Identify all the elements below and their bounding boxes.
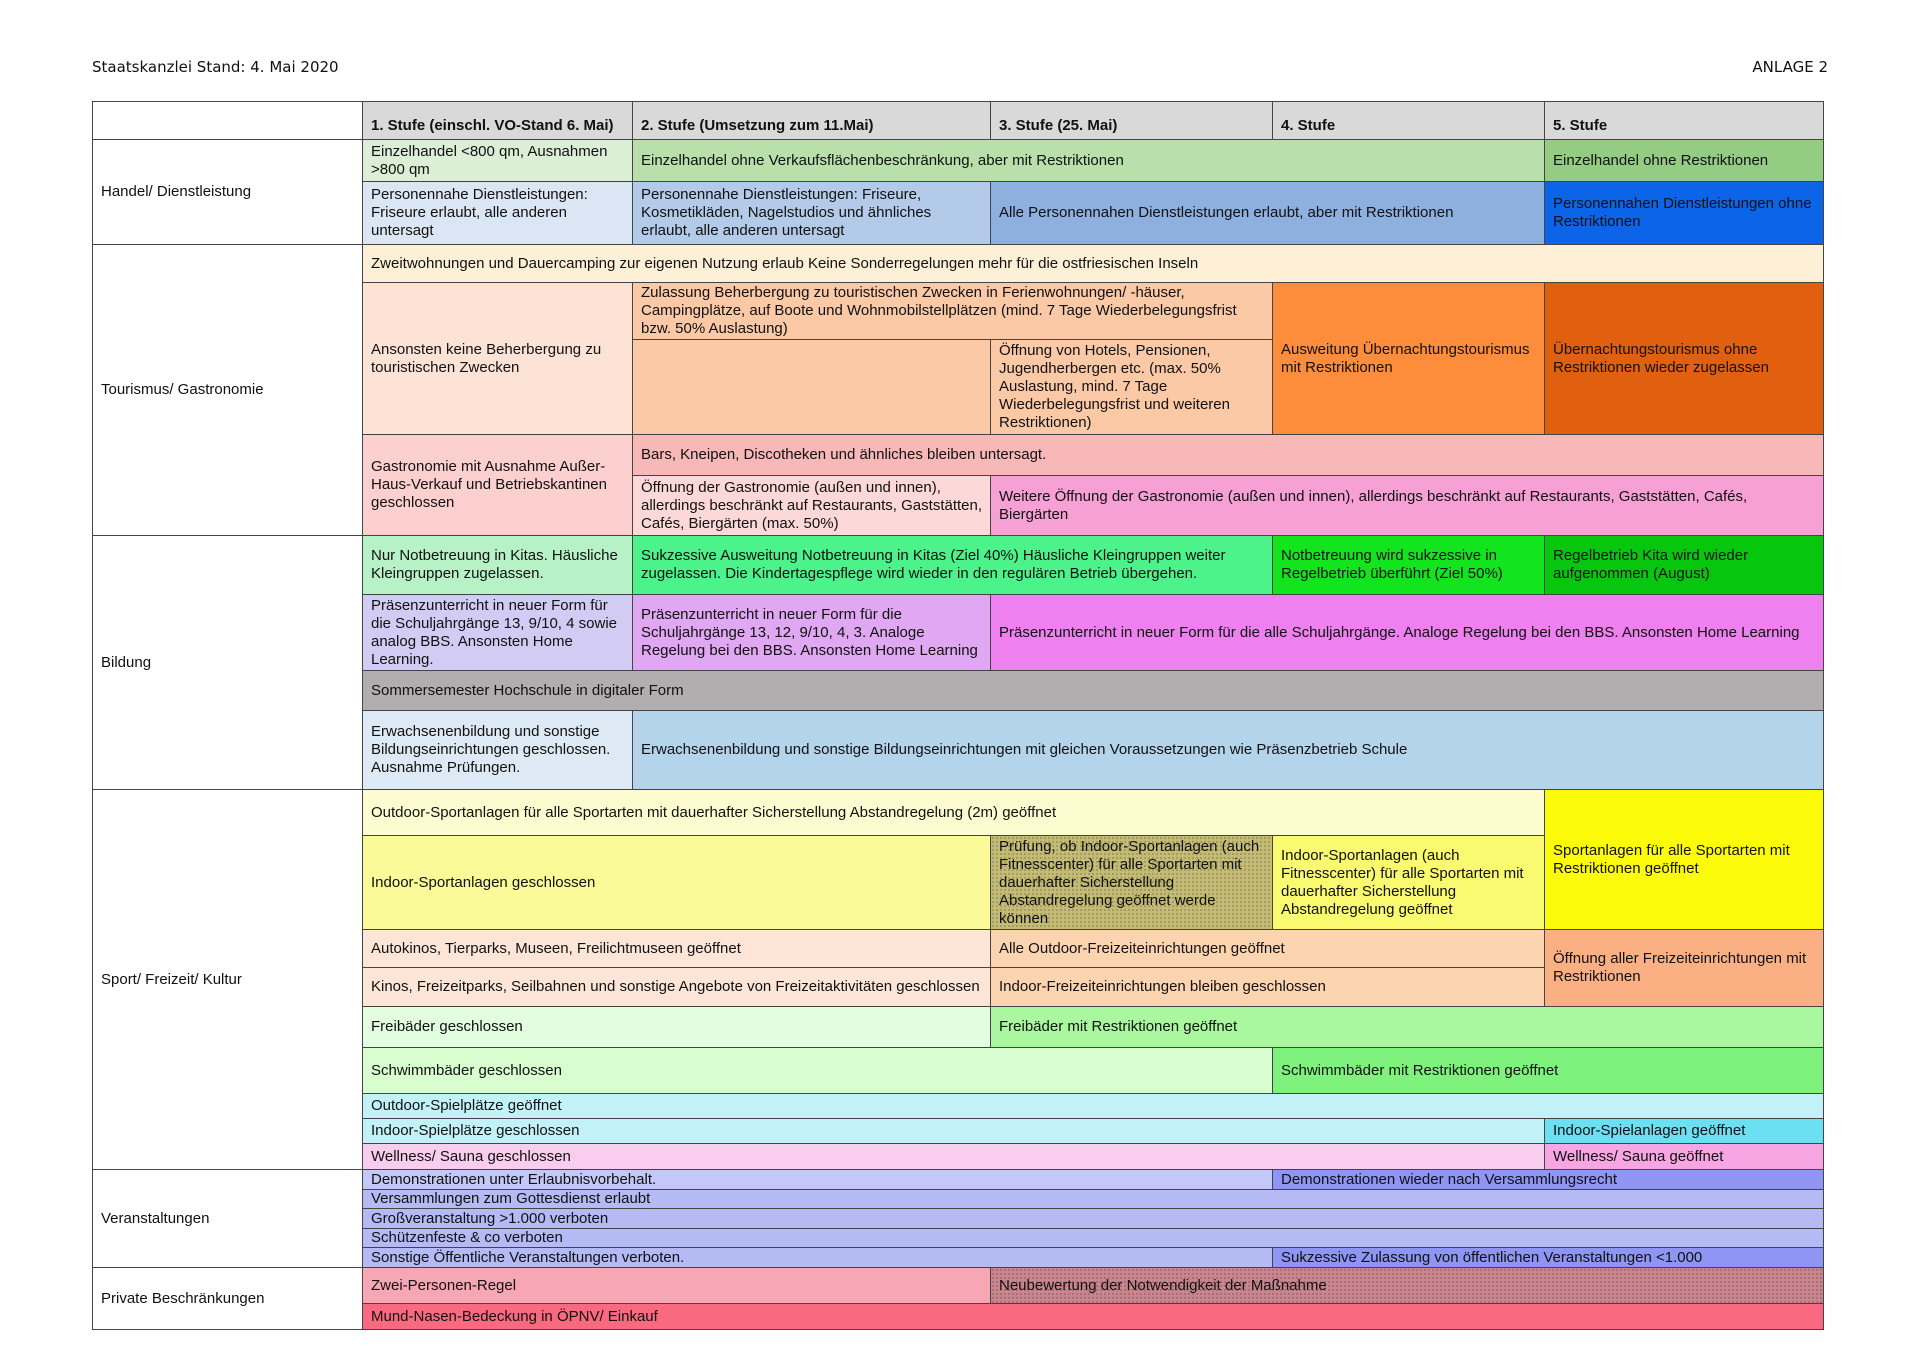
measure-cell: Präsenzunterricht in neuer Form für die Schuljahrgänge 13, 9/10, 4 sowie analog BBS. Ansonsten Home Learning. bbox=[362, 594, 633, 671]
stage-header-4: 4. Stufe bbox=[1272, 101, 1545, 140]
category-sport: Sport/ Freizeit/ Kultur bbox=[92, 789, 363, 1170]
measure-cell: Demonstrationen wieder nach Versammlungsrecht bbox=[1272, 1169, 1824, 1190]
measure-cell: Öffnung der Gastronomie (außen und innen), allerdings beschränkt auf Restaurants, Gaststätten, Cafés, Biergärten (max. 50%) bbox=[632, 475, 991, 536]
measure-cell: Zweitwohnungen und Dauercamping zur eigenen Nutzung erlaub Keine Sonderregelungen mehr für die ostfriesischen Inseln bbox=[362, 244, 1824, 283]
measure-cell: Outdoor-Spielplätze geöffnet bbox=[362, 1093, 1824, 1119]
measure-cell: Präsenzunterricht in neuer Form für die alle Schuljahrgänge. Analoge Regelung bei den BBS. Ansonsten Home Learning bbox=[990, 594, 1824, 671]
stage-header-1: 1. Stufe (einschl. VO-Stand 6. Mai) bbox=[362, 101, 633, 140]
measure-cell: Personennahe Dienstleistungen: Friseure, Kosmetikläden, Nagelstudios und ähnliches erlaubt, alle anderen untersagt bbox=[632, 181, 991, 245]
measure-cell: Alle Outdoor-Freizeiteinrichtungen geöffnet bbox=[990, 929, 1545, 968]
measure-cell: Ansonsten keine Beherbergung zu touristischen Zwecken bbox=[362, 282, 633, 435]
measure-cell: Sportanlagen für alle Sportarten mit Restriktionen geöffnet bbox=[1544, 789, 1824, 930]
measure-cell: Zwei-Personen-Regel bbox=[362, 1267, 991, 1304]
measure-cell: Übernachtungstourismus ohne Restriktionen wieder zugelassen bbox=[1544, 282, 1824, 435]
measure-cell: Nur Notbetreuung in Kitas. Häusliche Kleingruppen zugelassen. bbox=[362, 535, 633, 595]
measure-cell: Freibäder geschlossen bbox=[362, 1006, 991, 1048]
measure-cell: Präsenzunterricht in neuer Form für die Schuljahrgänge 13, 12, 9/10, 4, 3. Analoge Regelung bei den BBS. Ansonsten Home Learning bbox=[632, 594, 991, 671]
measure-cell: Wellness/ Sauna geschlossen bbox=[362, 1143, 1545, 1170]
measure-cell: Alle Personennahen Dienstleistungen erlaubt, aber mit Restriktionen bbox=[990, 181, 1545, 245]
measure-cell: Einzelhandel ohne Verkaufsflächenbeschränkung, aber mit Restriktionen bbox=[632, 139, 1545, 182]
measure-cell: Erwachsenenbildung und sonstige Bildungseinrichtungen geschlossen. Ausnahme Prüfungen. bbox=[362, 710, 633, 790]
stage-table bbox=[92, 101, 1824, 1329]
measure-cell bbox=[632, 339, 991, 435]
measure-cell: Gastronomie mit Ausnahme Außer-Haus-Verkauf und Betriebskantinen geschlossen bbox=[362, 434, 633, 536]
measure-cell: Personennahen Dienstleistungen ohne Restriktionen bbox=[1544, 181, 1824, 245]
category-bildung: Bildung bbox=[92, 535, 363, 790]
measure-cell: Indoor-Freizeiteinrichtungen bleiben geschlossen bbox=[990, 967, 1545, 1007]
measure-cell: Autokinos, Tierparks, Museen, Freilichtmuseen geöffnet bbox=[362, 929, 991, 968]
measure-cell: Mund-Nasen-Bedeckung in ÖPNV/ Einkauf bbox=[362, 1303, 1824, 1330]
measure-cell: Erwachsenenbildung und sonstige Bildungseinrichtungen mit gleichen Voraussetzungen wie Präsenzbetrieb Schule bbox=[632, 710, 1824, 790]
measure-cell: Wellness/ Sauna geöffnet bbox=[1544, 1143, 1824, 1170]
category-private: Private Beschränkungen bbox=[92, 1267, 363, 1330]
measure-cell: Notbetreuung wird sukzessive in Regelbetrieb überführt (Ziel 50%) bbox=[1272, 535, 1545, 595]
measure-cell: Zulassung Beherbergung zu touristischen Zwecken in Ferienwohnungen/ -häuser, Campingplätze, auf Boote und Wohnmobilstellplätzen (mind. 7 Tage Wiederbelegungsfrist bzw. 50% Auslastung) bbox=[632, 282, 1273, 340]
measure-cell: Indoor-Sportanlagen geschlossen bbox=[362, 835, 991, 930]
measure-cell: Regelbetrieb Kita wird wieder aufgenommen (August) bbox=[1544, 535, 1824, 595]
measure-cell: Indoor-Spielplätze geschlossen bbox=[362, 1118, 1545, 1144]
measure-cell: Bars, Kneipen, Discotheken und ähnliches bleiben untersagt. bbox=[632, 434, 1824, 476]
category-tourismus: Tourismus/ Gastronomie bbox=[92, 244, 363, 536]
measure-cell: Personennahe Dienstleistungen: Friseure erlaubt, alle anderen untersagt bbox=[362, 181, 633, 245]
measure-cell: Einzelhandel <800 qm, Ausnahmen >800 qm bbox=[362, 139, 633, 182]
measure-cell: Sukzessive Zulassung von öffentlichen Veranstaltungen <1.000 bbox=[1272, 1247, 1824, 1268]
measure-cell: Öffnung von Hotels, Pensionen, Jugendherbergen etc. (max. 50% Auslastung, mind. 7 Tage Wiederbelegungsfrist und weiteren Restriktionen) bbox=[990, 339, 1273, 435]
document-header-left: Staatskanzlei Stand: 4. Mai 2020 bbox=[92, 58, 339, 76]
measure-cell: Großveranstaltung >1.000 verboten bbox=[362, 1208, 1824, 1229]
measure-cell: Öffnung aller Freizeiteinrichtungen mit Restriktionen bbox=[1544, 929, 1824, 1007]
measure-cell: Sommersemester Hochschule in digitaler Form bbox=[362, 670, 1824, 711]
measure-cell: Sukzessive Ausweitung Notbetreuung in Kitas (Ziel 40%) Häusliche Kleingruppen weiter zugelassen. Die Kindertagespflege wird wieder in den regulären Betrieb übergehen. bbox=[632, 535, 1273, 595]
stage-header-2: 2. Stufe (Umsetzung zum 11.Mai) bbox=[632, 101, 991, 140]
measure-cell: Schwimmbäder geschlossen bbox=[362, 1047, 1273, 1094]
stage-header-3: 3. Stufe (25. Mai) bbox=[990, 101, 1273, 140]
measure-cell: Ausweitung Übernachtungstourismus mit Restriktionen bbox=[1272, 282, 1545, 435]
measure-cell: Outdoor-Sportanlagen für alle Sportarten mit dauerhafter Sicherstellung Abstandregelung (2m) geöffnet bbox=[362, 789, 1545, 836]
measure-cell: Versammlungen zum Gottesdienst erlaubt bbox=[362, 1189, 1824, 1209]
measure-cell: Einzelhandel ohne Restriktionen bbox=[1544, 139, 1824, 182]
category-veranstaltungen: Veranstaltungen bbox=[92, 1169, 363, 1268]
measure-cell: Schwimmbäder mit Restriktionen geöffnet bbox=[1272, 1047, 1824, 1094]
measure-cell: Sonstige Öffentliche Veranstaltungen verboten. bbox=[362, 1247, 1273, 1268]
measure-cell: Neubewertung der Notwendigkeit der Maßnahme bbox=[990, 1267, 1824, 1304]
stage-header-empty bbox=[92, 101, 363, 140]
measure-cell: Weitere Öffnung der Gastronomie (außen und innen), allerdings beschränkt auf Restaurants, Gaststätten, Cafés, Biergärten bbox=[990, 475, 1824, 536]
category-handel: Handel/ Dienstleistung bbox=[92, 139, 363, 245]
measure-cell: Indoor-Sportanlagen (auch Fitnesscenter) für alle Sportarten mit dauerhafter Sicherstellung Abstandregelung geöffnet bbox=[1272, 835, 1545, 930]
measure-cell: Kinos, Freizeitparks, Seilbahnen und sonstige Angebote von Freizeitaktivitäten geschlossen bbox=[362, 967, 991, 1007]
measure-cell: Schützenfeste & co verboten bbox=[362, 1228, 1824, 1248]
document-header-right: ANLAGE 2 bbox=[1752, 58, 1828, 76]
measure-cell: Indoor-Spielanlagen geöffnet bbox=[1544, 1118, 1824, 1144]
measure-cell: Demonstrationen unter Erlaubnisvorbehalt. bbox=[362, 1169, 1273, 1190]
stage-header-5: 5. Stufe bbox=[1544, 101, 1824, 140]
measure-cell: Freibäder mit Restriktionen geöffnet bbox=[990, 1006, 1824, 1048]
measure-cell: Prüfung, ob Indoor-Sportanlagen (auch Fitnesscenter) für alle Sportarten mit dauerhafter Sicherstellung Abstandregelung geöffnet werde können bbox=[990, 835, 1273, 930]
